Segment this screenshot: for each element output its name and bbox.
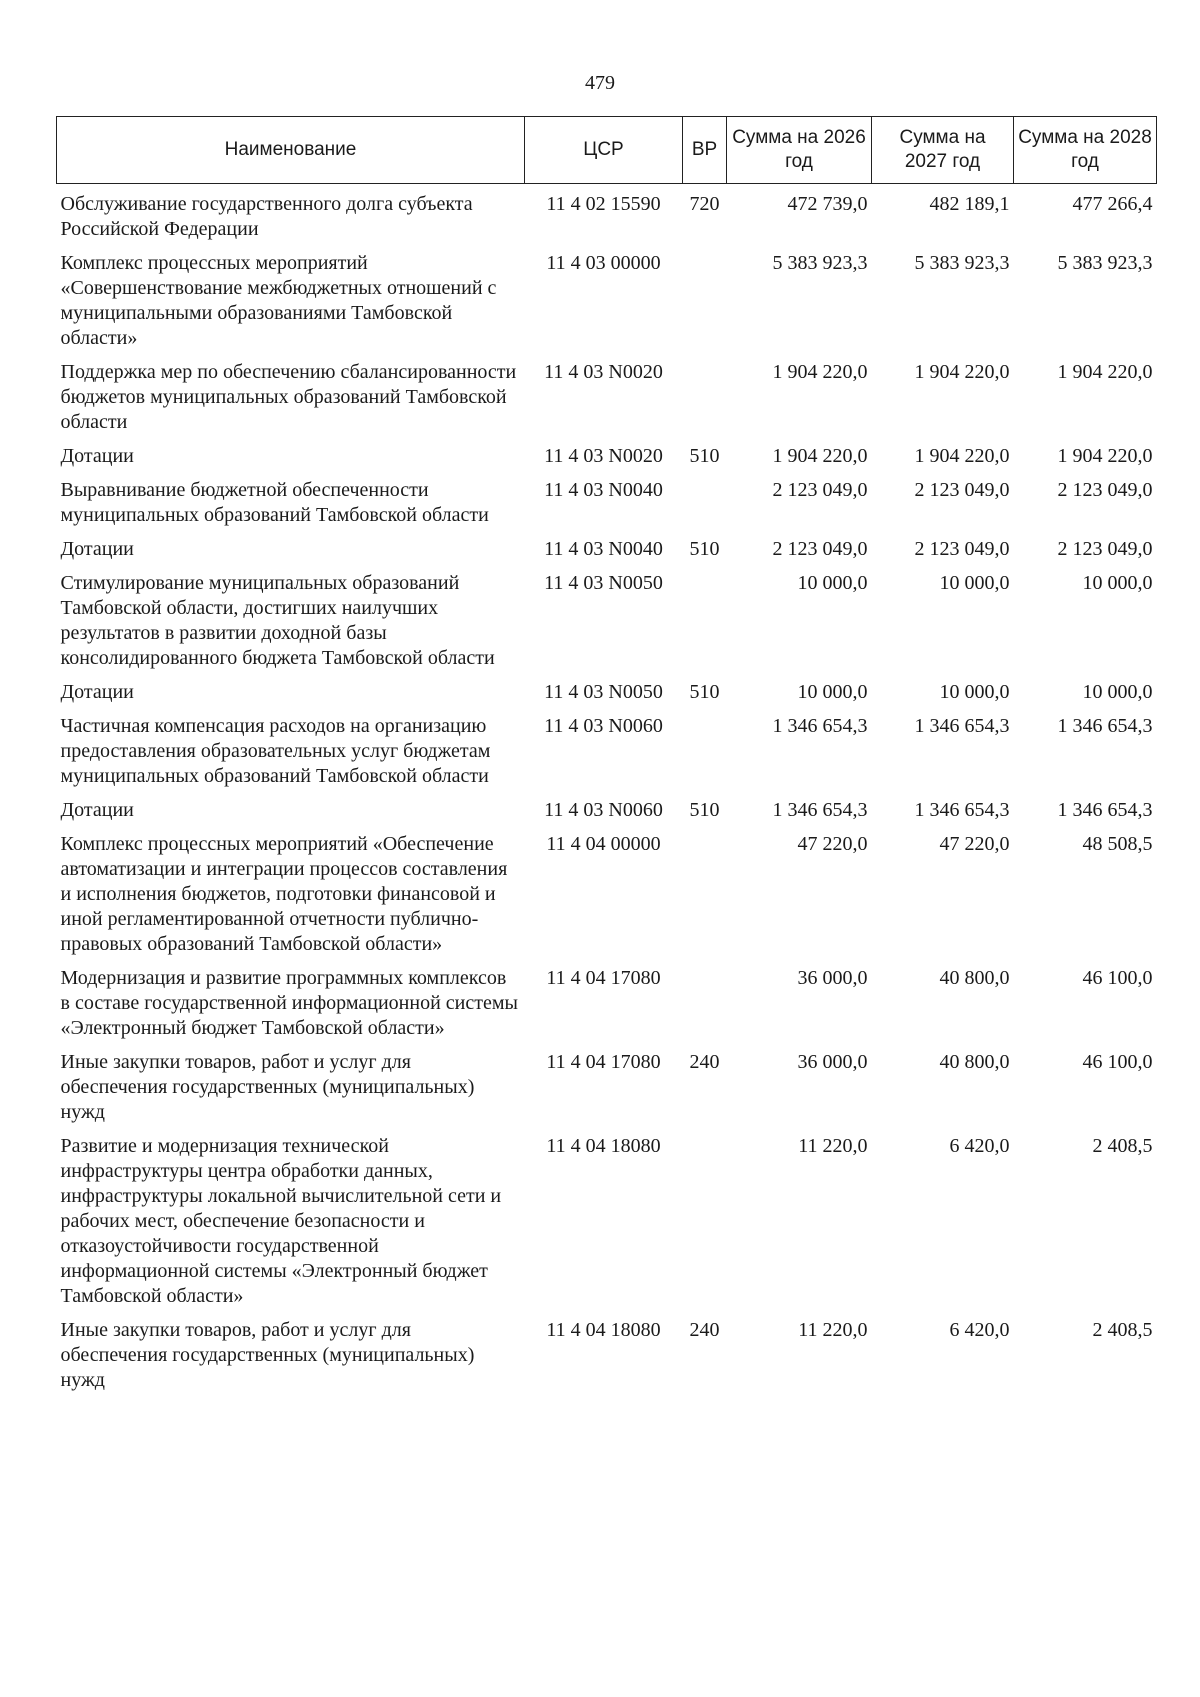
cell-sum-2028: 46 100,0	[1082, 967, 1153, 989]
cell-sum-2027: 1 904 220,0	[914, 361, 1010, 383]
cell-vr	[683, 711, 727, 795]
cell-sum-2027: 6 420,0	[949, 1319, 1010, 1341]
cell-vr: 510	[689, 799, 720, 821]
cell-sum-2026: 472 739,0	[787, 193, 868, 215]
cell-csr: 11 4 04 17080	[546, 967, 661, 989]
cell-sum-2028: 48 508,5	[1082, 833, 1153, 855]
cell-csr: 11 4 03 N0050	[544, 572, 663, 594]
cell-name: Поддержка мер по обеспечению сбалансированности бюджетов муниципальных образований Тамбовской области	[60, 361, 517, 433]
header-sum-2027: Сумма на 2027 год	[872, 117, 1014, 184]
cell-name: Выравнивание бюджетной обеспеченности муниципальных образований Тамбовской области	[60, 479, 489, 526]
cell-sum-2026: 1 904 220,0	[772, 445, 868, 467]
cell-sum-2026: 1 346 654,3	[772, 715, 868, 737]
table-header	[57, 117, 1157, 184]
cell-sum-2028: 477 266,4	[1072, 193, 1153, 215]
table-row	[57, 1315, 1157, 1399]
cell-vr	[683, 568, 727, 677]
header-vr: ВР	[683, 117, 727, 184]
cell-sum-2027: 482 189,1	[929, 193, 1010, 215]
cell-vr	[683, 829, 727, 963]
cell-sum-2026: 2 123 049,0	[772, 479, 868, 501]
cell-csr: 11 4 03 N0040	[544, 538, 663, 560]
header-name: Наименование	[57, 117, 525, 184]
cell-sum-2027: 1 904 220,0	[914, 445, 1010, 467]
page-number: 479	[585, 72, 615, 94]
table-row	[57, 248, 1157, 357]
cell-csr: 11 4 02 15590	[546, 193, 661, 215]
cell-name: Комплекс процессных мероприятий «Совершенствование межбюджетных отношений с муниципальными образованиями Тамбовской области»	[60, 252, 497, 349]
cell-sum-2026: 10 000,0	[797, 681, 868, 703]
cell-sum-2027: 47 220,0	[939, 833, 1010, 855]
table-row	[57, 1131, 1157, 1315]
cell-vr	[683, 1131, 727, 1315]
cell-sum-2028: 10 000,0	[1082, 681, 1153, 703]
cell-sum-2028: 2 123 049,0	[1057, 479, 1153, 501]
table-row	[57, 441, 1157, 475]
cell-name: Иные закупки товаров, работ и услуг для обеспечения государственных (муниципальных) нужд	[60, 1319, 475, 1391]
cell-name: Иные закупки товаров, работ и услуг для обеспечения государственных (муниципальных) нужд	[60, 1051, 475, 1123]
cell-sum-2028: 1 904 220,0	[1057, 361, 1153, 383]
cell-name: Комплекс процессных мероприятий «Обеспечение автоматизации и интеграции процессов составления и исполнения бюджетов, подготовки финансовой и иной регламентированной отчетности публично-правовых образований Тамбовской области»	[60, 833, 508, 955]
cell-sum-2026: 1 346 654,3	[772, 799, 868, 821]
cell-csr: 11 4 03 00000	[546, 252, 661, 274]
cell-csr: 11 4 03 N0050	[544, 681, 663, 703]
header-row	[57, 117, 1157, 184]
cell-sum-2028: 1 346 654,3	[1057, 715, 1153, 737]
table-body	[57, 184, 1157, 1400]
cell-sum-2026: 47 220,0	[797, 833, 868, 855]
cell-sum-2028: 46 100,0	[1082, 1051, 1153, 1073]
table-row	[57, 963, 1157, 1047]
cell-vr: 510	[689, 445, 720, 467]
header-sum-2028: Сумма на 2028 год	[1014, 117, 1157, 184]
cell-sum-2027: 1 346 654,3	[914, 715, 1010, 737]
cell-name: Дотации	[60, 538, 134, 560]
cell-sum-2027: 40 800,0	[939, 967, 1010, 989]
cell-sum-2028: 10 000,0	[1082, 572, 1153, 594]
table-row	[57, 184, 1157, 249]
cell-sum-2027: 2 123 049,0	[914, 479, 1010, 501]
cell-sum-2027: 10 000,0	[939, 572, 1010, 594]
cell-sum-2026: 2 123 049,0	[772, 538, 868, 560]
cell-name: Стимулирование муниципальных образований Тамбовской области, достигших наилучших результатов в развитии доходной базы консолидированного бюджета Тамбовской области	[60, 572, 495, 669]
cell-sum-2028: 2 123 049,0	[1057, 538, 1153, 560]
cell-sum-2028: 1 346 654,3	[1057, 799, 1153, 821]
cell-csr: 11 4 04 18080	[546, 1135, 661, 1157]
cell-sum-2027: 2 123 049,0	[914, 538, 1010, 560]
cell-sum-2026: 36 000,0	[797, 967, 868, 989]
cell-name: Модернизация и развитие программных комплексов в составе государственной информационной системы «Электронный бюджет Тамбовской области»	[60, 967, 518, 1039]
cell-vr	[683, 357, 727, 441]
cell-name: Дотации	[60, 681, 134, 703]
cell-sum-2026: 11 220,0	[798, 1319, 868, 1341]
cell-name: Развитие и модернизация технической инфраструктуры центра обработки данных, инфраструктуры локальной вычислительной сети и рабочих мест, обеспечение безопасности и отказоустойчивости государственной информационной системы «Электронный бюджет Тамбовской области»	[60, 1135, 502, 1307]
cell-vr: 720	[689, 193, 720, 215]
cell-sum-2026: 1 904 220,0	[772, 361, 868, 383]
cell-csr: 11 4 03 N0060	[544, 799, 663, 821]
header-sum-2026: Сумма на 2026 год	[727, 117, 872, 184]
cell-sum-2027: 10 000,0	[939, 681, 1010, 703]
table-row	[57, 357, 1157, 441]
table-row	[57, 829, 1157, 963]
table-row	[57, 534, 1157, 568]
table-row	[57, 568, 1157, 677]
cell-sum-2027: 40 800,0	[939, 1051, 1010, 1073]
table-row	[57, 677, 1157, 711]
cell-sum-2028: 1 904 220,0	[1057, 445, 1153, 467]
cell-vr: 240	[689, 1319, 720, 1341]
cell-sum-2028: 2 408,5	[1092, 1319, 1153, 1341]
cell-vr: 510	[689, 538, 720, 560]
cell-csr: 11 4 03 N0020	[544, 445, 663, 467]
header-csr: ЦСР	[525, 117, 683, 184]
cell-sum-2026: 10 000,0	[797, 572, 868, 594]
cell-sum-2027: 6 420,0	[949, 1135, 1010, 1157]
cell-name: Дотации	[60, 445, 134, 467]
cell-csr: 11 4 03 N0060	[544, 715, 663, 737]
cell-sum-2027: 5 383 923,3	[914, 252, 1010, 274]
cell-sum-2028: 5 383 923,3	[1057, 252, 1153, 274]
cell-vr	[683, 248, 727, 357]
table-row	[57, 1047, 1157, 1131]
cell-name: Частичная компенсация расходов на организацию предоставления образовательных услуг бюджетам муниципальных образований Тамбовской области	[60, 715, 491, 787]
cell-sum-2026: 11 220,0	[798, 1135, 868, 1157]
cell-name: Обслуживание государственного долга субъекта Российской Федерации	[60, 193, 473, 240]
table-row	[57, 475, 1157, 534]
cell-vr: 240	[689, 1051, 720, 1073]
cell-sum-2028: 2 408,5	[1092, 1135, 1153, 1157]
cell-csr: 11 4 03 N0020	[544, 361, 663, 383]
cell-csr: 11 4 04 00000	[546, 833, 661, 855]
cell-vr	[683, 475, 727, 534]
table-row	[57, 711, 1157, 795]
budget-table	[56, 116, 1157, 1399]
cell-sum-2026: 5 383 923,3	[772, 252, 868, 274]
cell-sum-2026: 36 000,0	[797, 1051, 868, 1073]
cell-vr	[683, 963, 727, 1047]
cell-sum-2027: 1 346 654,3	[914, 799, 1010, 821]
cell-csr: 11 4 04 17080	[546, 1051, 661, 1073]
cell-vr: 510	[689, 681, 720, 703]
cell-csr: 11 4 03 N0040	[544, 479, 663, 501]
table-row	[57, 795, 1157, 829]
cell-csr: 11 4 04 18080	[546, 1319, 661, 1341]
cell-name: Дотации	[60, 799, 134, 821]
